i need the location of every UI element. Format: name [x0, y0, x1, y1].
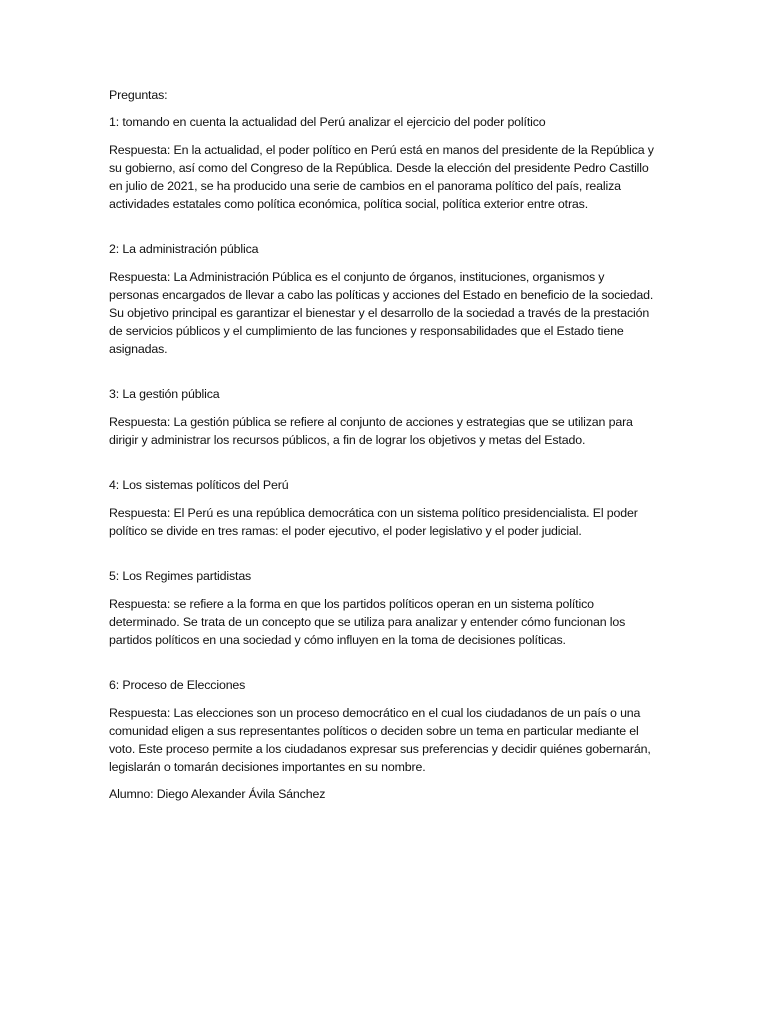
question-4: 4: Los sistemas políticos del Perú — [109, 478, 289, 492]
question-2: 2: La administración pública — [109, 242, 259, 256]
document-heading: Preguntas: — [109, 88, 168, 102]
question-1: 1: tomando en cuenta la actualidad del Perú analizar el ejercicio del poder político — [109, 115, 546, 129]
student-name: Alumno: Diego Alexander Ávila Sánchez — [109, 787, 326, 801]
answer-6: Respuesta: Las elecciones son un proceso democrático en el cual los ciudadanos de un país o una comunidad eligen a sus representantes políticos o deciden sobre un tema en particular mediante el voto. Este proceso permite a los ciudadanos expresar sus preferencias y decidir quiénes gobernarán, legislarán o tomarán decisiones importantes en su nombre. — [109, 706, 651, 774]
answer-3: Respuesta: La gestión pública se refiere al conjunto de acciones y estrategias que se utilizan para dirigir y administrar los recursos públicos, a fin de lograr los objetivos y metas del Estado. — [109, 415, 633, 447]
document-body — [109, 86, 654, 803]
question-5: 5: Los Regimes partidistas — [109, 569, 252, 583]
answer-5: Respuesta: se refiere a la forma en que los partidos políticos operan en un sistema político determinado. Se trata de un concepto que se utiliza para analizar y entender cómo funcionan los partidos políticos en una sociedad y cómo influyen en la toma de decisiones políticas. — [109, 597, 626, 647]
question-3: 3: La gestión pública — [109, 387, 220, 401]
answer-2: Respuesta: La Administración Pública es el conjunto de órganos, instituciones, organismos y personas encargados de llevar a cabo las políticas y acciones del Estado en beneficio de la sociedad. Su objetivo principal es garantizar el bienestar y el desarrollo de la sociedad a través de la prestación de servicios públicos y el cumplimiento de las funciones y responsabilidades que el Estado tiene asignadas. — [109, 270, 654, 356]
question-6: 6: Proceso de Elecciones — [109, 678, 246, 692]
question-section-6 — [109, 676, 654, 776]
question-section-5 — [109, 567, 654, 649]
question-section-1 — [109, 113, 654, 213]
answer-1: Respuesta: En la actualidad, el poder político en Perú está en manos del presidente de la República y su gobierno, así como del Congreso de la República. Desde la elección del presidente Pedro Castillo en julio de 2021, se ha producido una serie de cambios en el panorama político del país, realiza actividades estatales como política económica, política social, política exterior entre otras. — [109, 143, 654, 211]
question-section-4 — [109, 476, 654, 540]
answer-4: Respuesta: El Perú es una república democrática con un sistema político presidencialista. El poder político se divide en tres ramas: el poder ejecutivo, el poder legislativo y el poder judicial. — [109, 506, 638, 538]
question-section-3 — [109, 385, 654, 449]
question-section-2 — [109, 240, 654, 358]
